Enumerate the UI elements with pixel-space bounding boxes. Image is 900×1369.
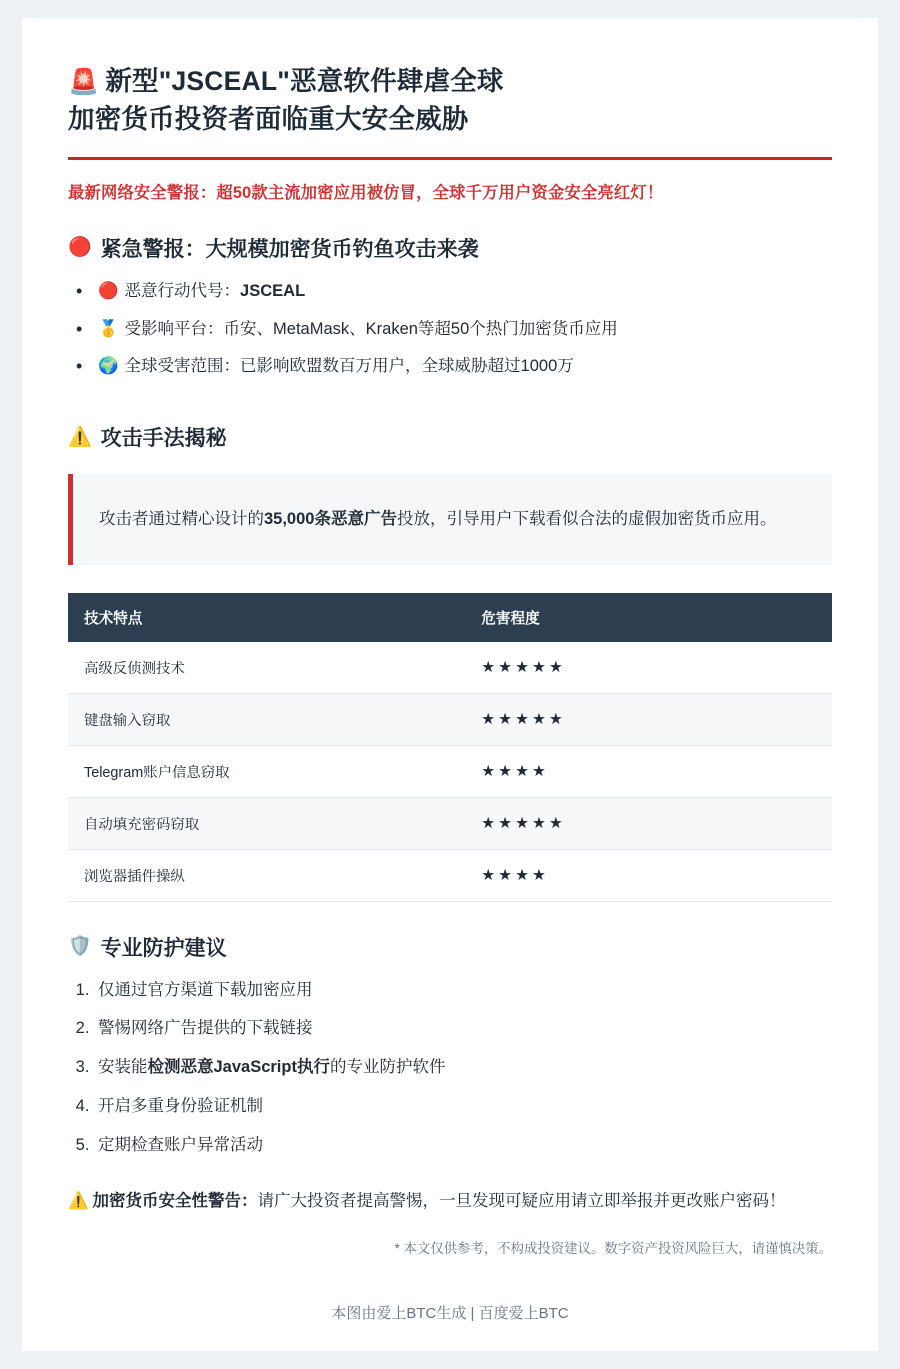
list-item <box>94 1133 832 1158</box>
table-row <box>68 642 832 694</box>
table-cell-stars: ★★★★ <box>465 745 832 797</box>
list-item <box>94 1055 832 1080</box>
list-item <box>94 978 832 1003</box>
list-item-value: JSCEAL <box>240 281 306 300</box>
table-col-feature: 技术特点 <box>68 593 465 642</box>
page-title <box>68 62 832 139</box>
table-cell-feature: Telegram账户信息窃取 <box>68 745 465 797</box>
red-circle-icon: 🔴 <box>68 237 92 259</box>
quote-pre: 攻击者通过精心设计的 <box>99 510 264 529</box>
footer-credit: 本图由爱上BTC生成 | 百度爱上BTC <box>331 1305 569 1322</box>
quote-block <box>68 474 832 565</box>
disclaimer: * 本文仅供参考，不构成投资建议。数字资产投资风险巨大，请谨慎决策。 <box>394 1241 832 1257</box>
section-heading-alert-label: 紧急警报：大规模加密货币钓鱼攻击来袭 <box>100 237 479 261</box>
section-heading-advice-label: 专业防护建议 <box>100 936 227 960</box>
table-row <box>68 849 832 901</box>
section-heading-advice <box>68 932 832 962</box>
section-heading-alert <box>68 233 832 263</box>
list-item <box>90 354 832 379</box>
red-target-icon: 🔴 <box>98 281 119 300</box>
final-warning <box>68 1187 832 1216</box>
step-text: 安装能 <box>98 1058 148 1077</box>
page-title-line1: 新型"JSCEAL"恶意软件肆虐全球 <box>105 66 504 96</box>
table-header-row <box>68 593 832 642</box>
quote-post: 投放，引导用户下载看似合法的虚假加密货币应用。 <box>396 510 777 529</box>
step-text: 警惕网络广告提供的下载链接 <box>98 1019 313 1038</box>
step-text: 仅通过官方渠道下载加密应用 <box>98 980 313 999</box>
table-cell-feature: 浏览器插件操纵 <box>68 849 465 901</box>
alert-bullet-list <box>68 279 832 392</box>
globe-icon: 🌍 <box>98 357 119 376</box>
advice-list <box>68 978 832 1172</box>
list-item-label: 恶意行动代号： <box>124 281 241 300</box>
medal-icon: 🥇 <box>98 319 119 338</box>
page-header <box>68 62 832 160</box>
step-text-post: 的专业防护软件 <box>329 1058 446 1077</box>
table-header <box>68 593 832 642</box>
table-cell-feature: 高级反侦测技术 <box>68 642 465 694</box>
table-cell-feature: 自动填充密码窃取 <box>68 797 465 849</box>
list-item-label: 受影响平台： <box>124 319 224 338</box>
list-item-value: 币安、MetaMask、Kraken等超50个热门加密货币应用 <box>223 319 618 338</box>
table-row <box>68 693 832 745</box>
layout-spacer <box>68 1257 832 1278</box>
step-text: 定期检查账户异常活动 <box>98 1135 263 1154</box>
siren-icon: 🚨 <box>68 68 100 96</box>
table-cell-stars: ★★★★★ <box>465 693 832 745</box>
list-item-value: 已影响欧盟数百万用户，全球威胁超过1000万 <box>240 357 574 376</box>
table-cell-stars: ★★★★★ <box>465 797 832 849</box>
warning-icon: ⚠️ <box>68 426 92 448</box>
list-item <box>90 317 832 342</box>
table-cell-stars: ★★★★ <box>465 849 832 901</box>
table-body <box>68 642 832 902</box>
alert-banner: 最新网络安全警报：超50款主流加密应用被仿冒，全球千万用户资金安全亮红灯！ <box>68 183 664 202</box>
page-title-line2: 加密货币投资者面临重大安全威胁 <box>68 104 469 135</box>
final-warning-label: 加密货币安全性警告： <box>92 1192 258 1211</box>
section-heading-method-label: 攻击手法揭秘 <box>100 427 227 451</box>
table-cell-stars: ★★★★★ <box>465 642 832 694</box>
table-row <box>68 797 832 849</box>
list-item <box>90 279 832 304</box>
section-heading-method <box>68 422 832 452</box>
list-item-label: 全球受害范围： <box>124 357 241 376</box>
table-cell-feature: 键盘输入窃取 <box>68 693 465 745</box>
final-warning-text: 请广大投资者提高警惕，一旦发现可疑应用请立即举报并更改账户密码！ <box>257 1192 786 1211</box>
infographic-card <box>22 18 878 1351</box>
shield-icon: 🛡️ <box>68 936 92 958</box>
step-highlight: 检测恶意JavaScript执行 <box>147 1058 330 1077</box>
table-row <box>68 745 832 797</box>
threat-table <box>68 593 832 902</box>
list-item <box>94 1016 832 1041</box>
step-text: 开启多重身份验证机制 <box>98 1096 263 1115</box>
warning-icon: ⚠️ <box>68 1192 89 1211</box>
table-col-severity: 危害程度 <box>465 593 832 642</box>
list-item <box>94 1094 832 1119</box>
quote-highlight: 35,000条恶意广告 <box>264 510 397 529</box>
